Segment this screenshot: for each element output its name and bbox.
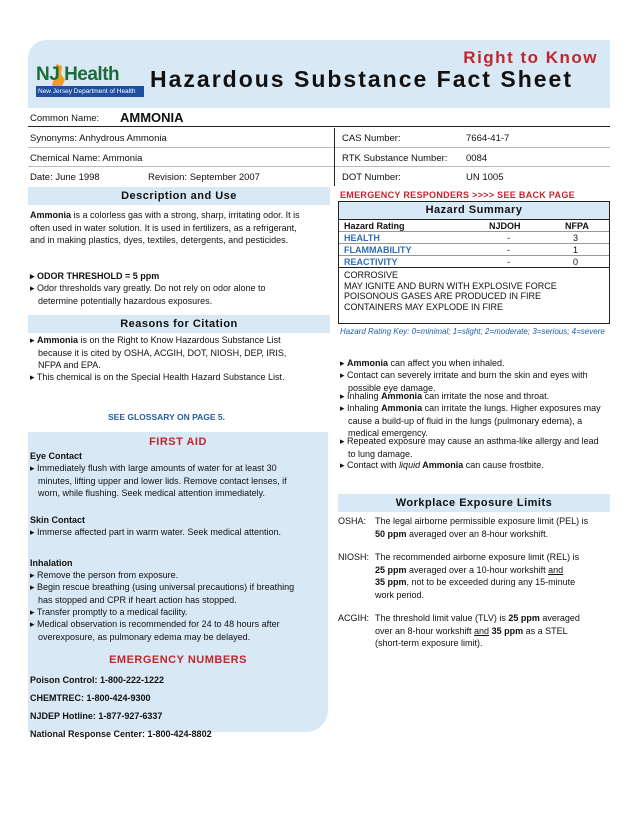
acgih-label: ACGIH: [338,613,370,623]
skin-contact-heading: Skin Contact [30,515,86,525]
exposure-limits-heading: Workplace Exposure Limits [338,494,610,512]
emergency-numbers-heading: EMERGENCY NUMBERS [109,654,247,666]
citation-bullet-2: ▸ This chemical is on the Special Health Hazard Substance List. [30,372,285,382]
hazard-row-flammability: FLAMMABILITY - 1 [339,243,609,255]
skin-contact-bullet: ▸ Immerse affected part in warm water. Seek medical attention. [30,527,281,537]
hazard-rating-key: Hazard Rating Key: 0=minimal; 1=slight; 2=moderate; 3=serious; 4=severe [340,327,605,336]
divider [28,147,610,148]
divider [28,166,610,167]
eye-contact-heading: Eye Contact [30,451,83,461]
inhalation-bullet-2: ▸ Begin rescue breathing (using universal precautions) if breathing has stopped and CPR if heart action has stopped. [30,582,295,605]
hazard-table-header: Hazard Rating NJDOH NFPA [339,219,609,231]
health-effect-3: ▸ Inhaling Ammonia can irritate the nose and throat. [340,391,550,401]
logo-subtitle: New Jersey Department of Health [36,86,144,97]
right-to-know-label: Right to Know [463,48,598,67]
rtk-label: RTK Substance Number: [342,153,448,164]
health-effect-1: ▸ Ammonia can affect you when inhaled. [340,358,505,368]
dot-value: UN 1005 [466,172,504,183]
niosh-label: NIOSH: [338,552,370,562]
inhalation-bullet-4: ▸ Medical observation is recommended for 24 to 48 hours after overexposure, as pulmonary edema may be delayed. [30,619,280,642]
njdep-hotline: NJDEP Hotline: 1-877-927-6337 [30,711,163,721]
hazard-summary-heading: Hazard Summary [339,202,609,219]
osha-label: OSHA: [338,516,367,526]
hazard-notes: CORROSIVE MAY IGNITE AND BURN WITH EXPLOSIVE FORCE POISONOUS GASES ARE PRODUCED IN FIRE CONTAINERS MAY EXPLODE IN FIRE [339,267,609,314]
divider [28,126,610,127]
niosh-text: The recommended airborne exposure limit (REL) is 25 ppm averaged over a 10-hour workshift and 35 ppm, not to be exceeded during any 15-minute work period. [375,552,580,600]
logo-title: NJ Health [36,64,120,85]
inhalation-bullet-3: ▸ Transfer promptly to a medical facility. [30,607,188,617]
poison-control: Poison Control: 1-800-222-1222 [30,675,165,685]
health-effect-5: ▸ Repeated exposure may cause an asthma-like allergy and lead to lung damage. [340,436,599,459]
citation-bullet-1: ▸ Ammonia is on the Right to Know Hazardous Substance List because it is cited by OSHA, ACGIH, DOT, NIOSH, DEP, IRIS, NFPA and EPA. [30,335,287,370]
hazard-row-health: HEALTH - 3 [339,231,609,243]
date: Date: June 1998 [30,172,100,183]
hazard-row-reactivity: REACTIVITY - 0 [339,255,609,267]
cas-label: CAS Number: [342,133,401,144]
inhalation-heading: Inhalation [30,558,73,568]
description-text: Ammonia is a colorless gas with a strong, sharp, irritating odor. It is often used in water solution. It is used in fertilizers, as a refrigerant, and in making plastics, dyes, textiles, detergents, and pesticides. [30,210,300,245]
common-name-label: Common Name: [30,113,100,124]
dot-label: DOT Number: [342,172,401,183]
synonyms: Synonyms: Anhydrous Ammonia [30,133,167,144]
page-title: Hazardous Substance Fact Sheet [150,66,573,92]
chemtrec: CHEMTREC: 1-800-424-9300 [30,693,151,703]
acgih-text: The threshold limit value (TLV) is 25 ppm averaged over an 8-hour workshift and 35 ppm as a STEL (short-term exposure limit). [375,613,580,648]
emergency-responders-link[interactable]: EMERGENCY RESPONDERS >>>> SEE BACK PAGE [340,190,575,200]
hazard-summary-box [338,201,610,324]
health-effect-2: ▸ Contact can severely irritate and burn the skin and eyes with possible eye damage. [340,370,588,393]
national-response-center: National Response Center: 1-800-424-8802 [30,729,212,739]
health-effect-6: ▸ Contact with liquid Ammonia can cause frostbite. [340,460,544,470]
nj-health-logo [34,60,144,98]
first-aid-heading: FIRST AID [149,436,207,448]
odor-bullet: ▸ Odor thresholds vary greatly. Do not rely on odor alone to determine potentially hazardous exposures. [30,283,266,306]
revision: Revision: September 2007 [148,172,260,183]
common-name-value: AMMONIA [120,110,184,125]
rtk-value: 0084 [466,153,488,164]
citation-heading: Reasons for Citation [28,315,330,333]
odor-threshold-bullet: ▸ ODOR THRESHOLD = 5 ppm [30,271,160,281]
inhalation-bullet-1: ▸ Remove the person from exposure. [30,570,179,580]
divider [334,128,335,186]
chemical-name: Chemical Name: Ammonia [30,153,143,164]
health-effect-4: ▸ Inhaling Ammonia can irritate the lungs. Higher exposures may cause a build-up of fluid in the lungs (pulmonary edema), a medical emergency. [340,403,601,438]
glossary-link[interactable]: SEE GLOSSARY ON PAGE 5. [108,412,225,422]
eye-contact-bullet: ▸ Immediately flush with large amounts of water for at least 30 minutes, lifting upper and lower lids. Remove contact lenses, if worn, while flushing. Seek medical attention immediately. [30,463,287,498]
osha-text: The legal airborne permissible exposure limit (PEL) is 50 ppm averaged over an 8-hour workshift. [375,516,589,539]
description-heading: Description and Use [28,187,330,205]
cas-value: 7664-41-7 [466,133,510,144]
